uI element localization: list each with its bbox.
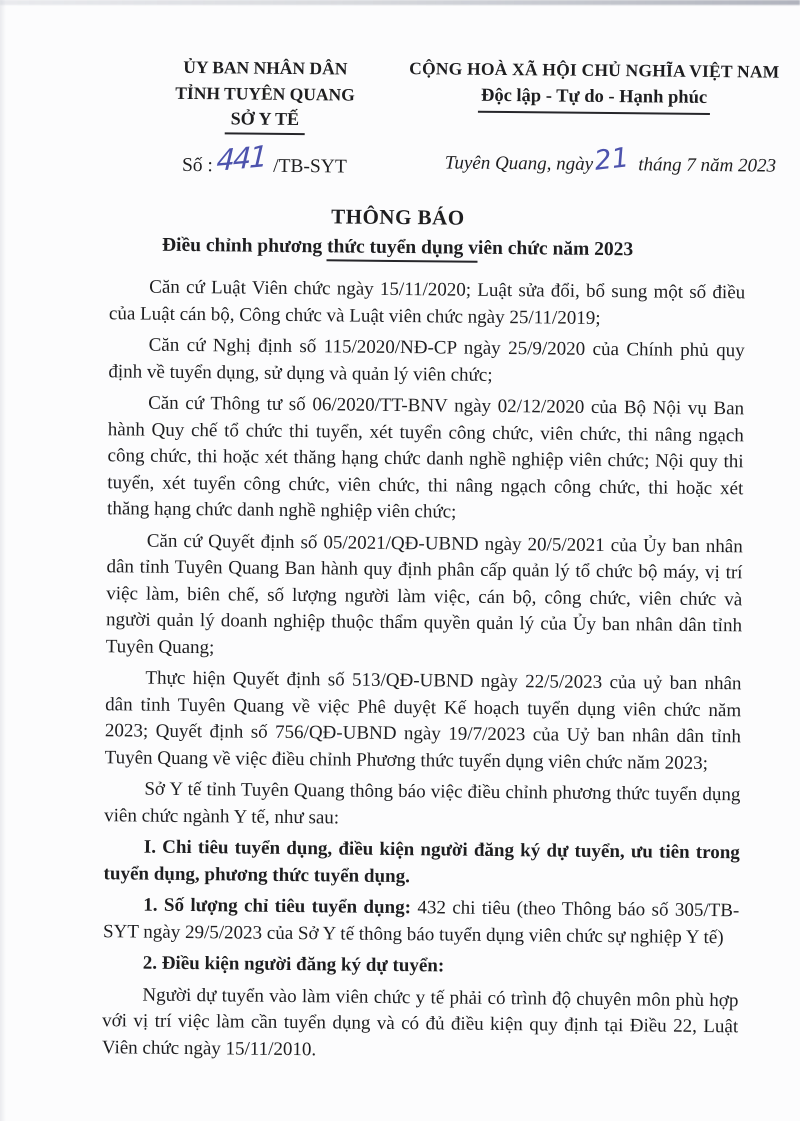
document-title-block [0, 200, 798, 265]
department-name: SỞ Y TẾ [225, 106, 306, 135]
paragraph-text: Căn cứ Nghị định số 115/2020/NĐ-CP ngày 25/9/2020 của Chính phủ quy định về tuyển dụng, sử dụng và quản lý viên chức; [108, 334, 745, 386]
paragraph-legal-basis-1 [109, 274, 745, 333]
agency-line-1: ỦY BAN NHÂN DÂN [183, 56, 348, 79]
handwritten-day: 21 [592, 142, 631, 177]
document-number-suffix: /TB-SYT [273, 155, 347, 178]
paragraph-text: Căn cứ Luật Viên chức ngày 15/11/2020; Luật sửa đổi, bổ sung một số điều của Luật cán bộ, Công chức và Luật viên chức ngày 25/11/2019; [108, 276, 746, 329]
quota-label: 1. Số lượng chỉ tiêu tuyển dụng: [143, 894, 412, 919]
document-body [102, 274, 746, 1067]
paragraph-announcement-intro [104, 776, 740, 835]
section-heading-1 [103, 834, 739, 893]
document-number-line [144, 138, 384, 180]
document-title: THÔNG BÁO [331, 204, 465, 230]
paragraph-text: Thực hiện Quyết định số 513/QĐ-UBND ngày 22/5/2023 của uỷ ban nhân dân tỉnh Tuyên Quang về việc Phê duyệt Kế hoạch tuyển dụng viên chức năm 2023; Quyết định số 756/QĐ-UBND ngày 19/7/2023 của Uỷ ban nhân dân tỉnh Tuyên Quang về việc điều chỉnh Phương thức tuyển dụng viên chức năm 2023; [104, 667, 742, 774]
document-subtitle [0, 230, 798, 265]
subtitle-run-underlined: thức tuyển dụng v [327, 236, 478, 262]
subtitle-run: Điều chỉnh phương [161, 234, 328, 258]
date-prefix: Tuyên Quang, ngày [444, 152, 594, 175]
section-heading-text: I. Chi tiêu tuyển dụng, điều kiện người đăng ký dự tuyển, ưu tiên trong tuyển dụng, phương thức tuyển dụng. [103, 836, 740, 887]
national-motto-line-1: CỘNG HOÀ XÃ HỘI CHỦ NGHĨA VIỆT NAM [409, 58, 780, 82]
date-suffix: tháng 7 năm 2023 [638, 154, 777, 177]
document-header [0, 52, 799, 184]
document-number-prefix: Số : [181, 154, 213, 177]
paragraph-eligibility [102, 982, 739, 1068]
section-heading-2 [103, 950, 739, 983]
subtitle-run: iên chức năm 2023 [477, 237, 634, 261]
handwritten-document-number: 441 [216, 138, 267, 178]
paragraph-legal-basis-3 [107, 390, 744, 529]
paragraph-quota [103, 892, 739, 951]
national-motto-line-2: Độc lập - Tự do - Hạnh phúc [478, 84, 710, 115]
paragraph-legal-basis-4 [106, 528, 743, 667]
paragraph-text: Người dự tuyển vào làm viên chức y tế phải có trình độ chuyên môn phù hợp với vị trí việc làm cần tuyển dụng và có đủ điều kiện quy định tại Điều 22, Luật Viên chức ngày 15/11/2010. [101, 984, 739, 1060]
issuing-agency-block [144, 54, 385, 180]
national-header-block [388, 56, 799, 184]
paragraph-text: Sở Y tế tỉnh Tuyên Quang thông báo việc điều chỉnh phương thức tuyển dụng viên chức ngành Y tế, như sau: [104, 778, 741, 828]
paragraph-legal-basis-5 [105, 665, 742, 777]
paragraph-legal-basis-2 [108, 332, 744, 391]
quota-value-text: 432 chi tiêu (theo Thông báo số 305/TB-SYT ngày 29/5/2023 của Sở Y tế thông báo tuyển dụng viên chức sự nghiệp Y tế) [102, 897, 740, 948]
place-date-line [422, 144, 798, 179]
agency-line-2: TỈNH TUYÊN QUANG [175, 82, 355, 105]
paragraph-text: Căn cứ Quyết định số 05/2021/QĐ-UBND ngày 20/5/2021 của Ủy ban nhân dân tỉnh Tuyên Quang Ban hành quy định phân cấp quản lý tổ chức bộ máy, vị trí việc làm, biên chế, số lượng người làm việc, cán bộ, công chức, viên chức và người quản lý doanh nghiệp thuộc thẩm quyền quản lý của Ủy ban nhân dân tỉnh Tuyên Quang; [105, 530, 743, 658]
paragraph-text: Căn cứ Thông tư số 06/2020/TT-BNV ngày 02/12/2020 của Bộ Nội vụ Ban hành Quy chế tổ chức thi tuyển, xét tuyển công chức, viên chức, thi nâng ngạch công chức, thi hoặc xét thăng hạng chức danh nghề nghiệp viên chức; Nội quy thi tuyển, xét tuyển công chức, viên chức, thi nâng ngạch công chức, thi hoặc xét thăng hạng chức danh nghề nghiệp viên chức; [107, 392, 745, 523]
section-heading-text: 2. Điều kiện người đăng ký dự tuyển: [142, 952, 445, 977]
